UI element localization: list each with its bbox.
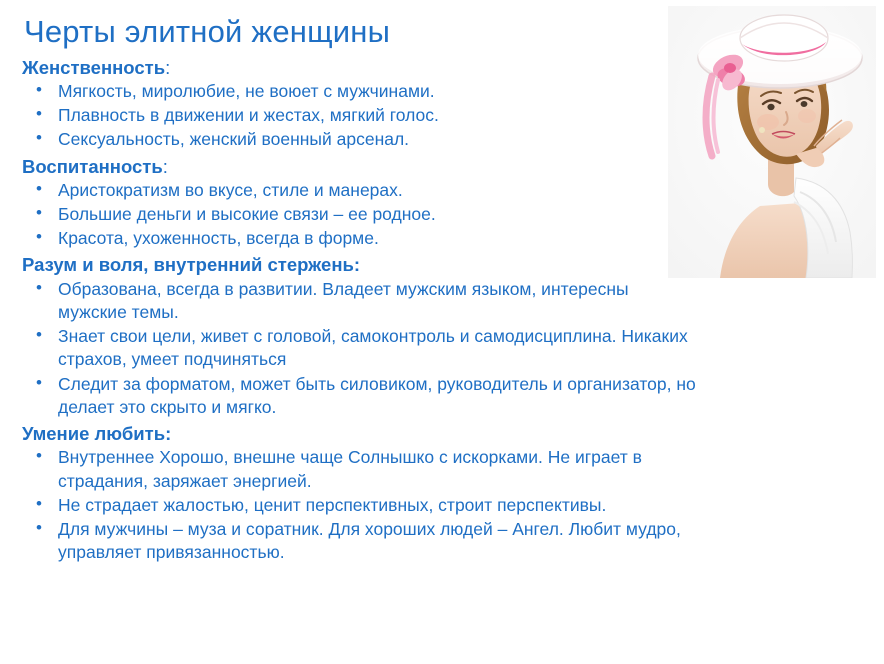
content-body xyxy=(22,56,702,565)
list-item: • Сексуальность, женский военный арсенал. xyxy=(22,128,702,151)
section-heading-text: Умение любить: xyxy=(22,423,172,445)
bullet-list xyxy=(22,80,702,152)
list-item: • Аристократизм во вкусе, стиле и манерах. xyxy=(22,179,702,202)
section-heading-text: Разум и воля, внутренний стержень: xyxy=(22,254,361,276)
woman-in-pink-hat-photo xyxy=(668,6,876,278)
bullet-list xyxy=(22,179,702,251)
section-heading xyxy=(22,422,702,445)
list-item: • Плавность в движении и жестах, мягкий голос. xyxy=(22,104,702,127)
bullet-list xyxy=(22,446,702,564)
list-item: • Знает свои цели, живет с головой, самоконтроль и самодисциплина. Никаких страхов, умеет подчиняться xyxy=(22,325,702,372)
list-item: • Следит за форматом, может быть силовиком, руководитель и организатор, но делает это скрыто и мягко. xyxy=(22,373,702,420)
list-item: • Не страдает жалостью, ценит перспективных, строит перспективы. xyxy=(22,494,702,517)
section-heading-suffix: : xyxy=(162,155,168,177)
list-item: • Для мужчины – муза и соратник. Для хороших людей – Ангел. Любит мудро, управляет привязанностью. xyxy=(22,518,702,565)
list-item: • Красота, ухоженность, всегда в форме. xyxy=(22,227,702,250)
section-heading xyxy=(22,56,702,79)
page-title: Черты элитной женщины xyxy=(24,14,391,49)
section-good-breeding xyxy=(22,155,702,251)
bullet-list xyxy=(22,278,702,420)
list-item: • Большие деньги и высокие связи – ее родное. xyxy=(22,203,702,226)
section-ability-to-love xyxy=(22,422,702,564)
list-item: • Мягкость, миролюбие, не воюет с мужчинами. xyxy=(22,80,702,103)
section-femininity xyxy=(22,56,702,152)
section-heading-suffix: : xyxy=(165,56,171,78)
section-heading xyxy=(22,253,702,276)
section-heading xyxy=(22,155,702,178)
section-heading-text: Женственность xyxy=(22,56,166,78)
section-mind-and-will xyxy=(22,253,702,419)
section-heading-text: Воспитанность xyxy=(22,155,163,177)
list-item: • Образована, всегда в развитии. Владеет мужским языком, интересны мужские темы. xyxy=(22,278,702,325)
list-item: • Внутреннее Хорошо, внешне чаще Солнышко с искорками. Не играет в страдания, заряжает энергией. xyxy=(22,446,702,493)
